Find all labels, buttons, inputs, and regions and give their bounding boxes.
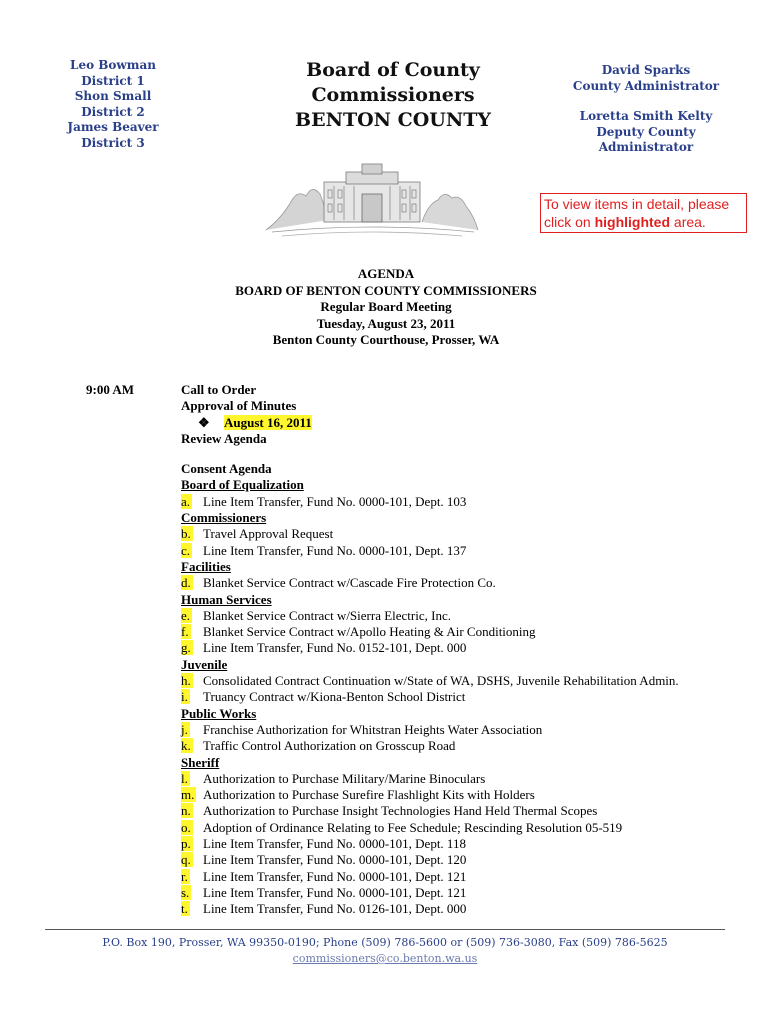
item-letter[interactable] [181, 526, 203, 542]
footer [45, 935, 725, 967]
agenda-item[interactable] [181, 689, 741, 705]
meeting-time: 9:00 AM [86, 382, 135, 397]
highlighted-link[interactable]: l. [181, 770, 188, 786]
item-text: Authorization to Purchase Insight Technologies Hand Held Thermal Scopes [203, 803, 598, 819]
agenda-item[interactable] [181, 624, 741, 640]
item-letter[interactable] [181, 722, 203, 738]
agenda-label: AGENDA [357, 266, 415, 281]
agenda-body [181, 382, 741, 918]
highlighted-link[interactable]: e. [181, 607, 191, 623]
agenda-item[interactable] [181, 526, 741, 542]
administrator-title: County Administrator [572, 78, 720, 93]
section-heading: Juvenile [181, 656, 228, 672]
meeting-date: Tuesday, August 23, 2011 [316, 315, 456, 331]
agenda-item[interactable] [181, 787, 741, 803]
agenda-item[interactable] [181, 869, 741, 885]
item-letter[interactable] [181, 624, 203, 640]
agenda-item[interactable] [181, 803, 741, 819]
diamond-bullet-icon: ❖ [198, 414, 210, 430]
section-heading: Board of Equalization [181, 477, 304, 493]
item-text: Blanket Service Contract w/Sierra Electric, Inc. [203, 607, 451, 623]
item-text: Line Item Transfer, Fund No. 0000-101, Dept. 118 [203, 836, 466, 852]
section-heading: Sheriff [181, 754, 220, 770]
approval-of-minutes: Approval of Minutes [181, 398, 297, 414]
highlighted-link[interactable]: f. [181, 624, 189, 640]
agenda-item[interactable] [181, 608, 741, 624]
item-text: Truancy Contract w/Kiona-Benton School District [203, 689, 466, 705]
highlighted-link[interactable]: r. [181, 868, 188, 884]
agenda-item[interactable] [181, 771, 741, 787]
highlighted-link[interactable]: o. [181, 819, 191, 835]
item-text: Travel Approval Request [203, 526, 334, 542]
agenda-item[interactable] [181, 820, 741, 836]
item-letter[interactable] [181, 575, 203, 591]
commissioner-list [58, 58, 168, 152]
highlighted-link[interactable]: i. [181, 689, 188, 705]
footer-address: P.O. Box 190, Prosser, WA 99350-0190; Phone (509) 786-5600 or (509) 736-3080, Fax (509) 786-5625 [102, 936, 668, 949]
item-letter[interactable] [181, 820, 203, 836]
minutes-link[interactable] [181, 415, 741, 431]
courthouse-illustration [262, 160, 482, 238]
footer-email-link[interactable]: commissioners@co.benton.wa.us [292, 952, 478, 965]
administrator-name: David Sparks [601, 63, 691, 77]
deputy-name: Loretta Smith Kelty [579, 109, 713, 124]
item-letter[interactable] [181, 787, 203, 803]
item-letter[interactable] [181, 640, 203, 656]
notice-pre: click on [544, 214, 595, 230]
commissioner-name: Shon Small [74, 89, 152, 104]
item-text: Blanket Service Contract w/Apollo Heating & Air Conditioning [203, 624, 536, 640]
highlighted-link[interactable]: h. [181, 673, 191, 689]
highlighted-link[interactable]: g. [181, 640, 191, 656]
detail-notice [540, 193, 747, 233]
item-text: Line Item Transfer, Fund No. 0126-101, Dept. 000 [203, 901, 467, 917]
item-text: Blanket Service Contract w/Cascade Fire Protection Co. [203, 575, 496, 591]
consent-agenda: Consent Agenda [181, 461, 272, 477]
section-heading: Commissioners [181, 510, 267, 526]
highlighted-link[interactable]: d. [181, 575, 191, 591]
page-title [225, 58, 561, 133]
item-letter[interactable] [181, 689, 203, 705]
notice-post: area. [670, 214, 706, 230]
item-text: Authorization to Purchase Military/Marine Binoculars [203, 770, 486, 786]
section-heading: Facilities [181, 558, 231, 574]
item-text: Line Item Transfer, Fund No. 0000-101, Dept. 121 [203, 884, 467, 900]
agenda-item[interactable] [181, 575, 741, 591]
item-text: Line Item Transfer, Fund No. 0000-101, Dept. 120 [203, 852, 467, 868]
item-letter[interactable] [181, 803, 203, 819]
highlighted-link[interactable]: k. [181, 738, 191, 754]
item-text: Line Item Transfer, Fund No. 0152-101, Dept. 000 [203, 640, 467, 656]
minutes-date[interactable]: August 16, 2011 [224, 414, 312, 430]
agenda-item[interactable] [181, 852, 741, 868]
highlighted-link[interactable]: s. [181, 884, 190, 900]
highlighted-link[interactable]: a. [181, 493, 191, 509]
agenda-item[interactable] [181, 640, 741, 656]
agenda-item[interactable] [181, 494, 741, 510]
administrator-list [548, 63, 744, 156]
commissioner-name: Leo Bowman [70, 58, 156, 72]
district-label: District 3 [81, 135, 145, 150]
section-heading: Public Works [181, 705, 257, 721]
highlighted-link[interactable]: t. [181, 901, 188, 917]
footer-divider [45, 929, 725, 930]
review-agenda: Review Agenda [181, 430, 267, 446]
item-text: Adoption of Ordinance Relating to Fee Schedule; Rescinding Resolution 05-519 [203, 819, 623, 835]
item-letter[interactable] [181, 673, 203, 689]
item-text: Authorization to Purchase Surefire Flashlight Kits with Holders [203, 787, 535, 803]
notice-line-2 [544, 213, 743, 231]
meeting-location: Benton County Courthouse, Prosser, WA [272, 332, 500, 347]
highlighted-link[interactable]: j. [181, 721, 188, 737]
highlighted-link[interactable]: b. [181, 526, 191, 542]
agenda-item[interactable] [181, 722, 741, 738]
agenda-item[interactable] [181, 673, 741, 689]
agenda-item[interactable] [181, 738, 741, 754]
item-text: Line Item Transfer, Fund No. 0000-101, Dept. 103 [203, 493, 467, 509]
title-line-1: Board of County Commissioners [306, 59, 480, 106]
item-letter[interactable] [181, 771, 203, 787]
highlighted-link[interactable]: q. [181, 852, 191, 868]
notice-bold: highlighted [594, 214, 671, 230]
highlighted-link[interactable]: m. [181, 787, 195, 803]
item-letter[interactable] [181, 836, 203, 852]
agenda-heading [186, 266, 586, 349]
district-label: District 1 [81, 73, 145, 88]
item-letter[interactable] [181, 885, 203, 901]
item-letter[interactable] [181, 852, 203, 868]
agenda-item[interactable] [181, 543, 741, 559]
item-letter[interactable] [181, 901, 203, 917]
call-to-order: Call to Order [181, 382, 257, 397]
notice-line-1: To view items in detail, please [544, 196, 730, 212]
deputy-title: Deputy County Administrator [596, 124, 696, 155]
item-letter[interactable] [181, 608, 203, 624]
title-line-2: BENTON COUNTY [295, 109, 491, 131]
item-text: Consolidated Contract Continuation w/State of WA, DSHS, Juvenile Rehabilitation Admin. [203, 673, 679, 689]
item-text: Franchise Authorization for Whitstran Heights Water Association [203, 721, 543, 737]
consent-sections [181, 477, 741, 917]
meeting-type: Regular Board Meeting [320, 299, 452, 314]
board-name: BOARD OF BENTON COUNTY COMMISSIONERS [235, 282, 537, 298]
agenda-item[interactable] [181, 836, 741, 852]
item-letter[interactable] [181, 543, 203, 559]
item-letter[interactable] [181, 869, 203, 885]
highlighted-link[interactable]: c. [181, 542, 191, 558]
district-label: District 2 [81, 104, 145, 119]
item-letter[interactable] [181, 738, 203, 754]
item-text: Traffic Control Authorization on Grosscup Road [203, 738, 456, 754]
section-heading: Human Services [181, 591, 272, 607]
item-letter[interactable] [181, 494, 203, 510]
commissioner-name: James Beaver [67, 120, 159, 135]
item-text: Line Item Transfer, Fund No. 0000-101, Dept. 137 [203, 542, 467, 558]
agenda-item[interactable] [181, 901, 741, 917]
agenda-item[interactable] [181, 885, 741, 901]
item-text: Line Item Transfer, Fund No. 0000-101, Dept. 121 [203, 868, 467, 884]
highlighted-link[interactable]: p. [181, 836, 191, 852]
highlighted-link[interactable]: n. [181, 803, 191, 819]
